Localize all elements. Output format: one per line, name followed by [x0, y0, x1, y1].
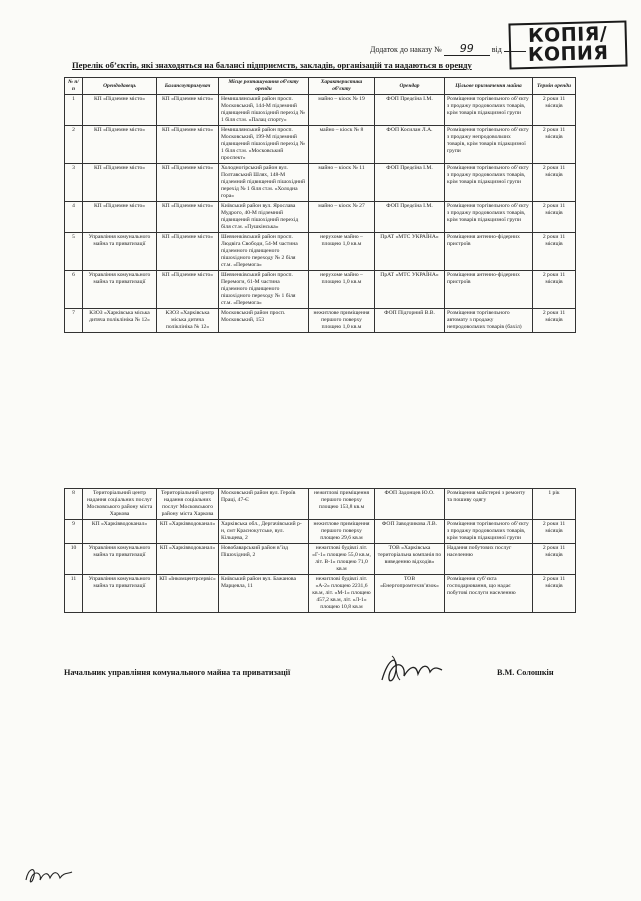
table-cell: КЗОЗ «Харківська міська дитяча поліклініка № 12»	[157, 309, 219, 333]
table-cell: Немишлянський район просп. Московський, 144-М підземний підвищений пішохідний перехід № 1 біля ст.м. «Палац спорту»	[219, 95, 309, 126]
header-cell: № п/п	[65, 78, 83, 95]
table-cell: Київський район вул. Ярослава Мудрого, 40-М підземний підвищений пішохідний перехід біля ст.м. «Пушкінська»	[219, 202, 309, 233]
table-cell: ФОП Підгорний В.В.	[375, 309, 445, 333]
addendum-prefix: Додаток до наказу №	[370, 45, 442, 54]
table-cell: КП «Підземне місто»	[157, 271, 219, 309]
table-cell: КЗОЗ «Харківська міська дитяча поліклініка № 12»	[83, 309, 157, 333]
table-row	[65, 126, 576, 164]
table-cell: Розміщення торгівельного об’єкту з продажу продовольчих товарів, крім товарів підакцизної групи	[445, 202, 533, 233]
table-cell: ФОП Косилан Л.А.	[375, 126, 445, 164]
signatory-position: Начальник управління комунального майна та приватизації	[64, 668, 291, 677]
header-cell: Орендодавець	[83, 78, 157, 95]
table-cell: КП «Харківводоканал»	[157, 520, 219, 544]
table-cell: КП «Підземне місто»	[157, 95, 219, 126]
table-row	[65, 520, 576, 544]
table-cell: Розміщення майстерні з ремонту та пошиву одягу	[445, 489, 533, 520]
table-cell: Київський район вул. Бажанова Марцевла, 11	[219, 575, 309, 613]
table-cell: 2	[65, 126, 83, 164]
table-cell: ФОП Предєїна І.М.	[375, 164, 445, 202]
header-cell: Орендар	[375, 78, 445, 95]
table-cell: нежитлові будівлі літ. «А-2» площею 2231,6 кв.м, літ. «М-1» площею 457,2 кв.м, літ. «Л-1» площею 10,8 кв.м	[309, 575, 375, 613]
table-cell: Шевченківський район просп. Перемоги, 61-М частина підземного підвищеного пішохідного переходу № 1 біля ст.м. «Перемога»	[219, 271, 309, 309]
table-cell: Розміщення антенно-фідерних пристроїв	[445, 233, 533, 271]
table-cell: ТОВ «Харківська територіальна компанія по виведенню відходів»	[375, 544, 445, 575]
table-cell: 2 роки 11 місяців	[533, 520, 576, 544]
table-cell: Управління комунального майна та приватизації	[83, 233, 157, 271]
header-cell: Цільове призначення майна	[445, 78, 533, 95]
table-cell: КП «Підземне місто»	[83, 164, 157, 202]
header-cell: Характеристика об’єкту	[309, 78, 375, 95]
header-cell: Балансоутримувач	[157, 78, 219, 95]
table-cell: Територіальний центр надання соціальних послуг Московського району міста Харкова	[83, 489, 157, 520]
table-row	[65, 489, 576, 520]
table-cell: Територіальний центр надання соціальних послуг Московського району міста Харкова	[157, 489, 219, 520]
header-cell: Термін оренди	[533, 78, 576, 95]
table-row	[65, 202, 576, 233]
table-cell: Управління комунального майна та приватизації	[83, 575, 157, 613]
table-cell: нежитлові приміщення першого поверху площею 153,8 кв.м	[309, 489, 375, 520]
table-cell: КП «Підземне місто»	[157, 202, 219, 233]
table-cell: нерухоме майно – площею 1,0 кв.м	[309, 233, 375, 271]
table-cell: нежитлові будівлі літ. «Г-1» площею 55,0 кв.м, літ. В-1» площею 71,0 кв.м	[309, 544, 375, 575]
table-cell: 2 роки 11 місяців	[533, 164, 576, 202]
table-cell: Розміщення торгівельного об’єкту з продажу продовольчих товарів, крім товарів підакцизної групи	[445, 164, 533, 202]
table-cell: КП «Підземне місто»	[83, 202, 157, 233]
table-cell: Шевченківський район просп. Людвіга Свободи, 54-М частина підземного підвищеного пішохідного переходу № 2 біля ст.м. «Перемога»	[219, 233, 309, 271]
table-cell: ФОП Задонцев Ю.О.	[375, 489, 445, 520]
table-cell: нежитлове приміщення першого поверху площею 29,6 кв.м	[309, 520, 375, 544]
table-cell: 2 роки 11 місяців	[533, 575, 576, 613]
table-cell: 11	[65, 575, 83, 613]
table-row	[65, 164, 576, 202]
header-cell: Місце розташування об’єкту оренди	[219, 78, 309, 95]
table-cell: КП «Підземне місто»	[157, 126, 219, 164]
table-cell: Харківська обл., Дергачівський р-н, смт Краснокутське, вул. Кільцева, 2	[219, 520, 309, 544]
copy-stamp: КОПІЯ/ КОПИЯ	[508, 20, 627, 69]
table-cell: КП «Підземне місто»	[157, 233, 219, 271]
table-cell: 2 роки 11 місяців	[533, 126, 576, 164]
table-cell: 5	[65, 233, 83, 271]
table-cell: Розміщення суб’єкта господарювання, що надає побутові послуги населенню	[445, 575, 533, 613]
table-cell: КП «Підземне місто»	[83, 95, 157, 126]
table-cell: КП «Харківводоканал»	[83, 520, 157, 544]
table-cell: ФОП Предєїна І.М.	[375, 202, 445, 233]
table-cell: ПрАТ «МТС УКРАЇНА»	[375, 271, 445, 309]
table-cell: ФОП Заводчикова Л.В.	[375, 520, 445, 544]
table-row	[65, 233, 576, 271]
table-cell: 10	[65, 544, 83, 575]
table-cell: Новобаварський район в’їзд Пішохідний, 2	[219, 544, 309, 575]
table-cell: майно – кіоск № 8	[309, 126, 375, 164]
table-cell: Надання побутових послуг населенню	[445, 544, 533, 575]
table-cell: 1	[65, 95, 83, 126]
addendum-from: від	[491, 45, 502, 54]
signatory-name: В.М. Солошкін	[497, 668, 554, 677]
table-cell: 8	[65, 489, 83, 520]
document-title: Перелік об’єктів, які знаходяться на балансі підприємств, закладів, організацій та надаються в оренду	[72, 60, 472, 70]
table-cell: майно – кіоск № 27	[309, 202, 375, 233]
table-header-row	[65, 78, 576, 95]
table-cell: 2 роки 11 місяців	[533, 202, 576, 233]
table-row	[65, 271, 576, 309]
table-cell: КП «Інкомцентрсервіс»	[157, 575, 219, 613]
date-blank	[504, 51, 526, 52]
table-cell: 7	[65, 309, 83, 333]
objects-table-page1	[64, 77, 576, 333]
table-row	[65, 309, 576, 333]
table-cell: 2 роки 11 місяців	[533, 544, 576, 575]
table-cell: ТОВ «Енергопромтехзв’язок»	[375, 575, 445, 613]
table-cell: 2 роки 11 місяців	[533, 309, 576, 333]
table-cell: КП «Харківводоканал»	[157, 544, 219, 575]
table-cell: 1 рік	[533, 489, 576, 520]
table-cell: 2 роки 11 місяців	[533, 233, 576, 271]
table-row	[65, 544, 576, 575]
table-cell: Розміщення антенно-фідерних пристроїв	[445, 271, 533, 309]
table-cell: Розміщення торгівельного об’єкту з продажу продовольчих товарів, крім товарів підакцизної групи	[445, 95, 533, 126]
table-cell: 3	[65, 164, 83, 202]
table-cell: нерухоме майно – площею 1,0 кв.м	[309, 271, 375, 309]
table-row	[65, 95, 576, 126]
table-cell: 2 роки 11 місяців	[533, 271, 576, 309]
table-cell: ПрАТ «МТС УКРАЇНА»	[375, 233, 445, 271]
order-number: 99	[444, 42, 490, 56]
addendum-reference	[370, 42, 526, 56]
initials-mark	[22, 862, 74, 888]
table-cell: Управління комунального майна та приватизації	[83, 271, 157, 309]
table-cell: 9	[65, 520, 83, 544]
signature	[376, 650, 446, 690]
table-cell: Розміщення торгівельного автомату з продажу непродовольчих товарів (бахіл)	[445, 309, 533, 333]
table-cell: Московський район просп. Московський, 153	[219, 309, 309, 333]
table-cell: ФОП Предєїна І.М.	[375, 95, 445, 126]
table-cell: КП «Підземне місто»	[157, 164, 219, 202]
table-cell: майно – кіоск № 19	[309, 95, 375, 126]
table-cell: нежитлове приміщення першого поверху площею 1,0 кв.м	[309, 309, 375, 333]
table-cell: Розміщення торгівельного об’єкту з продажу непродовольчих товарів, крім товарів підакцизної групи	[445, 126, 533, 164]
table-cell: Немишлянський район просп. Московський, 199-М підземний підвищений пішохідний перехід № 1 біля ст.м. «Московський проспект»	[219, 126, 309, 164]
table-cell: 4	[65, 202, 83, 233]
table-cell: майно – кіоск № 11	[309, 164, 375, 202]
table-cell: Московський район вул. Героїв Праці, 47-Є	[219, 489, 309, 520]
table-cell: Розміщення торгівельного об’єкту з продажу продовольчих товарів, крім товарів підакцизної групи	[445, 520, 533, 544]
table-row	[65, 575, 576, 613]
table-cell: Управління комунального майна та приватизації	[83, 544, 157, 575]
table-cell: 2 роки 11 місяців	[533, 95, 576, 126]
objects-table-page2	[64, 488, 576, 613]
table-cell: 6	[65, 271, 83, 309]
table-cell: КП «Підземне місто»	[83, 126, 157, 164]
table-cell: Холодногірський район вул. Полтавський Шлях, 148-М підземний підвищений пішохідний перехід № 1 біля ст.м. «Холодна гора»	[219, 164, 309, 202]
